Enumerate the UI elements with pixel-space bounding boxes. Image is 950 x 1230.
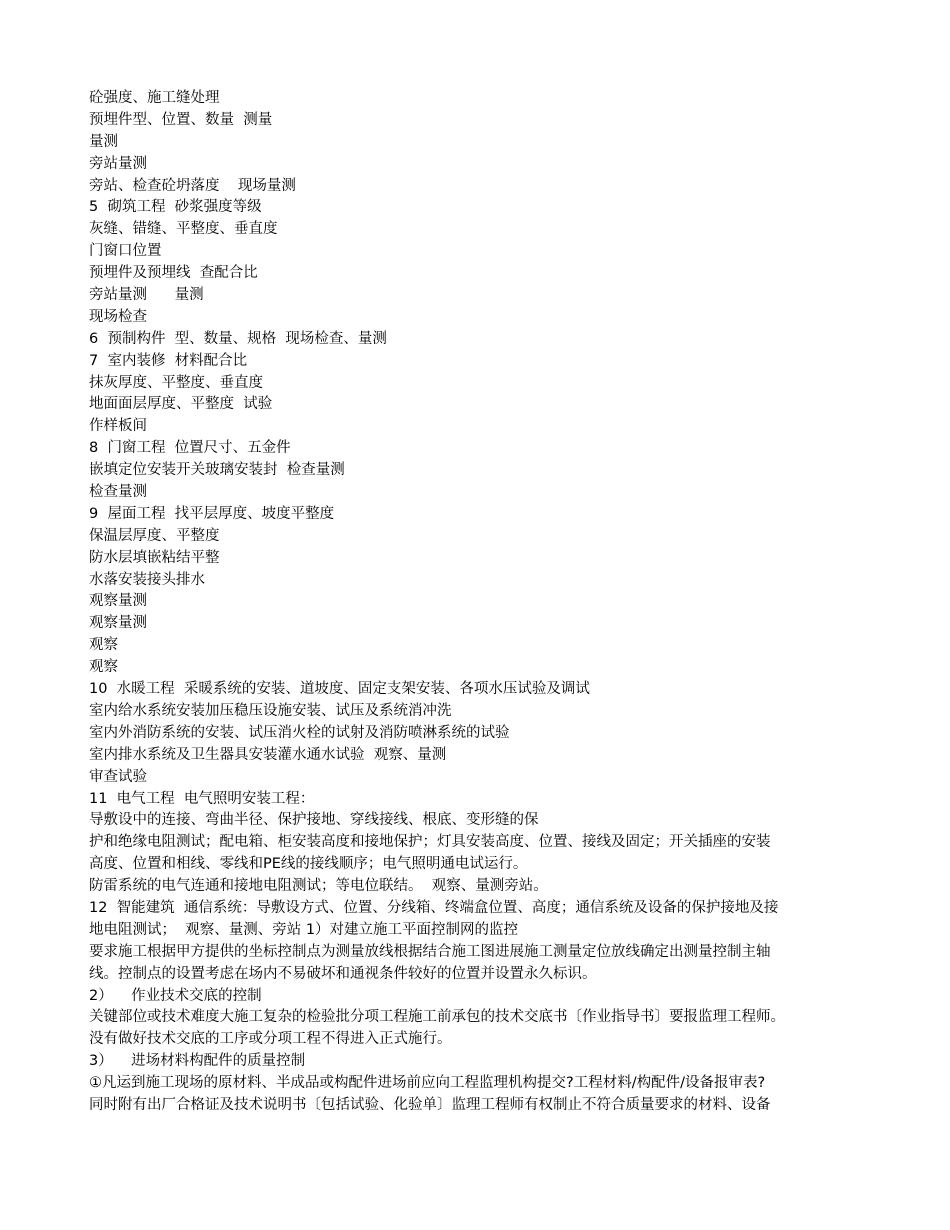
text-line: 9 屋面工程 找平层厚度、坡度平整度 (89, 505, 335, 522)
text-line: 防水层填嵌粘结平整 (89, 549, 220, 566)
text-line: 10 水暖工程 采暖系统的安装、道坡度、固定支架安装、各项水压试验及调试 (89, 681, 590, 698)
text-line: ①凡运到施工现场的原材料、半成品或构配件进场前应向工程监理机构提交?工程材料/构配件/设备报审表? (89, 1075, 766, 1092)
text-line: 高度、位置和相线、零线和PE线的接线顺序；电气照明通电试运行。 (89, 856, 528, 873)
text-line: 观察 (89, 637, 118, 654)
text-line: 审查试验 (89, 768, 147, 785)
text-line: 量测 (89, 133, 118, 150)
text-line: 导敷设中的连接、弯曲半径、保护接地、穿线接线、根底、变形缝的保 (89, 812, 539, 829)
text-line: 室内排水系统及卫生器具安装灌水通水试验 观察、量测 (89, 746, 447, 763)
text-line: 观察量测 (89, 615, 147, 632)
text-line: 灰缝、错缝、平整度、垂直度 (89, 221, 278, 238)
text-line: 没有做好技术交底的工序或分项工程不得进入正式施行。 (89, 1031, 452, 1048)
document-body (89, 88, 869, 1117)
text-line: 线。控制点的设置考虑在场内不易破坏和通视条件较好的位置并设置永久标识。 (89, 965, 597, 982)
text-line: 关键部位或技术难度大施工复杂的检验批分项工程施工前承包的技术交底书〔作业指导书〕要报监理工程师。 (89, 1009, 785, 1026)
text-line: 11 电气工程 电气照明安装工程： (89, 790, 315, 807)
text-line: 地电阻测试； 观察、量测、旁站 1）对建立施工平面控制网的监控 (89, 921, 519, 938)
text-line: 室内外消防系统的安装、试压消火栓的试射及消防喷淋系统的试验 (89, 724, 510, 741)
text-line: 作样板间 (89, 418, 147, 435)
text-line: 砼强度、施工缝处理 (89, 90, 220, 106)
text-line: 防雷系统的电气连通和接地电阻测试；等电位联结。 观察、量测旁站。 (89, 878, 548, 895)
text-line: 地面面层厚度、平整度 试验 (89, 396, 273, 413)
text-line: 要求施工根据甲方提供的坐标控制点为测量放线根据结合施工图进展施工测量定位放线确定出测量控制主轴 (89, 943, 771, 960)
text-line: 检查量测 (89, 484, 147, 501)
text-line: 室内给水系统安装加压稳压设施安装、试压及系统消冲洗 (89, 702, 452, 719)
text-line: 护和绝缘电阻测试；配电箱、柜安装高度和接地保护；灯具安装高度、位置、接线及固定；开关插座的安装 (89, 834, 771, 851)
text-line: 同时附有出厂合格证及技术说明书〔包括试验、化验单〕监理工程师有权制止不符合质量要求的材料、设备 (89, 1096, 771, 1113)
text-line: 旁站量测 (89, 155, 147, 172)
text-line: 8 门窗工程 位置尺寸、五金件 (89, 440, 291, 457)
text-line: 12 智能建筑 通信系统：导敷设方式、位置、分线箱、终端盒位置、高度；通信系统及设备的保护接地及接 (89, 899, 779, 916)
text-line: 2） 作业技术交底的控制 (89, 987, 262, 1004)
text-line: 观察量测 (89, 593, 147, 610)
text-line: 3） 进场材料构配件的质量控制 (89, 1053, 306, 1070)
text-line: 水落安装接头排水 (89, 571, 205, 588)
text-line: 旁站、检查砼坍落度 现场量测 (89, 177, 296, 194)
text-line: 抹灰厚度、平整度、垂直度 (89, 374, 263, 391)
text-line: 门窗口位置 (89, 243, 162, 260)
text-line: 7 室内装修 材料配合比 (89, 352, 248, 369)
text-line: 观察 (89, 659, 118, 676)
text-line: 6 预制构件 型、数量、规格 现场检查、量测 (89, 330, 387, 347)
text-line: 预埋件型、位置、数量 测量 (89, 111, 273, 128)
text-line: 预埋件及预埋线 查配合比 (89, 265, 258, 282)
text-line: 嵌填定位安装开关玻璃安装封 检查量测 (89, 462, 345, 479)
text-line: 旁站量测 量测 (89, 287, 204, 304)
text-line: 现场检查 (89, 308, 147, 325)
text-line: 5 砌筑工程 砂浆强度等级 (89, 199, 262, 216)
text-line: 保温层厚度、平整度 (89, 527, 220, 544)
